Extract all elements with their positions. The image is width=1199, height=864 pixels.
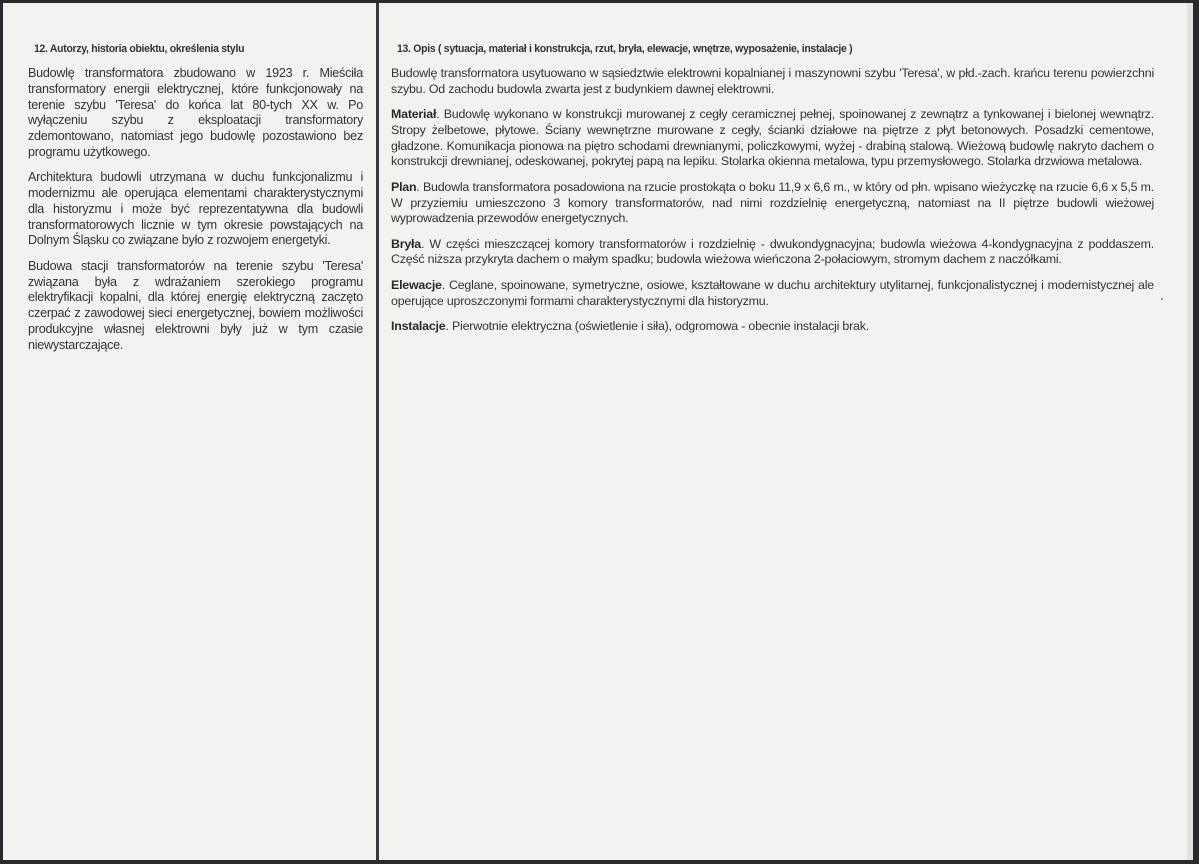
section-12-paragraph: Architektura budowli utrzymana w duchu funkcjonalizmu i modernizmu ale operująca elementami charakterystycznymi dla historyzmu i może być reprezentatywna dla budowli transformatorowych licznie w tym okresie powstających na Dolnym Śląsku co związane było z rozwojem energetyki. xyxy=(28,170,363,248)
paragraph-lead: Plan xyxy=(391,179,417,194)
section-13 xyxy=(391,43,1154,344)
scan-edge xyxy=(1187,3,1193,860)
section-13-material xyxy=(391,107,1154,170)
paragraph-lead: Instalacje xyxy=(391,318,446,333)
section-13-intro: Budowlę transformatora usytuowano w sąsiedztwie elektrowni kopalnianej i maszynowni szybu 'Teresa', w płd.-zach. krańcu terenu powierzchni szybu. Od zachodu budowla zwarta jest z budynkiem dawnej elektrowni. xyxy=(391,66,1154,96)
scan-speck xyxy=(1161,298,1163,300)
paragraph-text: . W części mieszczącej komory transformatorów i rozdzielnię - dwukondygnacyjna; budowla wieżowa 4-kondygnacyjna z poddaszem. Część niższa przykryta dachem o małym spadku; budowla wieżowa wieńczona 2-połaciowym, stromym dachem z naczółkami. xyxy=(391,236,1154,267)
paragraph-text: . Budowla transformatora posadowiona na rzucie prostokąta o boku 11,9 x 6,6 m., w który od płn. wpisano wieżyczkę na rzucie 6,6 x 5,5 m. W przyziemiu umieszczono 3 komory transformatorów, nad nimi rozdzielnię energetyczną, natomiast na II piętrze budowli wieżowej wyprowadzenia przewodów energetycznych. xyxy=(391,179,1154,226)
paragraph-lead: Bryła xyxy=(391,236,421,251)
column-divider xyxy=(376,3,379,860)
section-13-bryla xyxy=(391,237,1154,269)
section-12-heading: 12. Autorzy, historia obiektu, określenia stylu xyxy=(34,43,245,55)
section-13-instalacje xyxy=(391,319,1154,335)
document-sheet xyxy=(3,3,1193,860)
paragraph-text: . Budowlę wykonano w konstrukcji murowanej z cegły ceramicznej pełnej, spoinowanej z zewnątrz a tynkowanej i bielonej wewnątrz. Stropy żelbetowe, płytowe. Ściany wewnętrzne murowane z cegły, ścianki działowe na piętrze z płyt betonowych. Posadzki cementowe, gładzone. Komunikacja pionowa na piętro schodami drewnianymi, policzkowymi, wyżej - drabiną stalową. Wieżową budowlę nakryto dachem o konstrukcji drewnianej, odeskowanej, pokrytej papą na lepiku. Stolarka okienna metalowa, typu przemysłowego. Stolarka drzwiowa metalowa. xyxy=(391,107,1154,169)
section-12-paragraph: Budowlę transformatora zbudowano w 1923 r. Mieściła transformatory energii elektrycznej, które funkcjonowały na terenie szybu 'Teresa' do końca lat 80-tych XX w. Po wyłączeniu szybu z eksploatacji transformatory zdemontowano, natomiast jego budowlę pozostawiono bez programu użytkowego. xyxy=(28,66,363,159)
paragraph-lead: Materiał xyxy=(391,107,437,122)
paragraph-text: . Ceglane, spoinowane, symetryczne, osiowe, kształtowane w duchu architektury utylitarnej, funkcjonalistycznej i modernistycznej ale operujące uproszczonymi formami charakterystycznymi dla historyzmu. xyxy=(391,277,1154,308)
paragraph-lead: Elewacje xyxy=(391,277,442,292)
section-13-elewacje xyxy=(391,278,1154,310)
section-12 xyxy=(28,43,363,363)
paragraph-text: . Pierwotnie elektryczna (oświetlenie i siła), odgromowa - obecnie instalacji brak. xyxy=(445,318,869,333)
section-12-paragraph: Budowa stacji transformatorów na terenie szybu 'Teresa' związana była z wdrażaniem szerokiego programu elektryfikacji kopalni, dla której energię elektryczną zaczęto czerpać z zawodowej sieci energetycznej, bowiem możliwości produkcyjne własnej elektrowni były już w tym czasie niewystarczające. xyxy=(28,258,363,352)
section-13-plan xyxy=(391,180,1154,227)
section-13-heading: 13. Opis ( sytuacja, materiał i konstrukcja, rzut, bryła, elewacje, wnętrze, wyposażenie, instalacje ) xyxy=(397,43,853,55)
